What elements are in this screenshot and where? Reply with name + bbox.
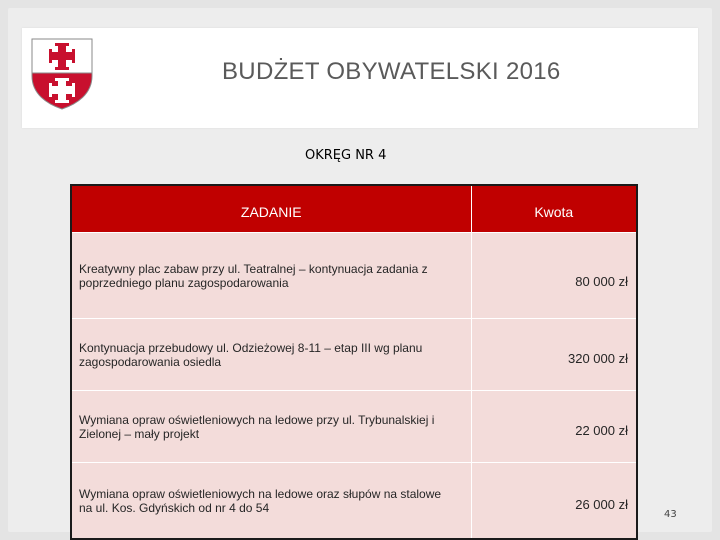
district-subtitle: OKRĘG NR 4 [305,148,387,163]
task-cell: Kontynuacja przebudowy ul. Odzieżowej 8-11 – etap III wg planu zagospodarowania osiedla [71,319,471,391]
task-cell: Wymiana opraw oświetleniowych na ledowe oraz słupów na stalowe na ul. Kos. Gdyńskich od nr 4 do 54 [71,463,471,540]
task-cell: Kreatywny plac zabaw przy ul. Teatralnej – kontynuacja zadania z poprzedniego planu zagospodarowania [71,233,471,319]
page-number: 43 [664,509,677,520]
budget-table [70,184,638,540]
table-header-row [71,185,637,233]
table-row [71,319,637,391]
coat-of-arms-icon [31,38,93,110]
table-row [71,233,637,319]
column-header-amount: Kwota [471,185,637,233]
table-row [71,391,637,463]
page-title: BUDŻET OBYWATELSKI 2016 [222,58,561,85]
amount-cell: 80 000 zł [471,233,637,319]
amount-cell: 26 000 zł [471,463,637,540]
amount-cell: 320 000 zł [471,319,637,391]
amount-cell: 22 000 zł [471,391,637,463]
table-row [71,463,637,540]
task-cell: Wymiana opraw oświetleniowych na ledowe przy ul. Trybunalskiej i Zielonej – mały projekt [71,391,471,463]
column-header-task: ZADANIE [71,185,471,233]
